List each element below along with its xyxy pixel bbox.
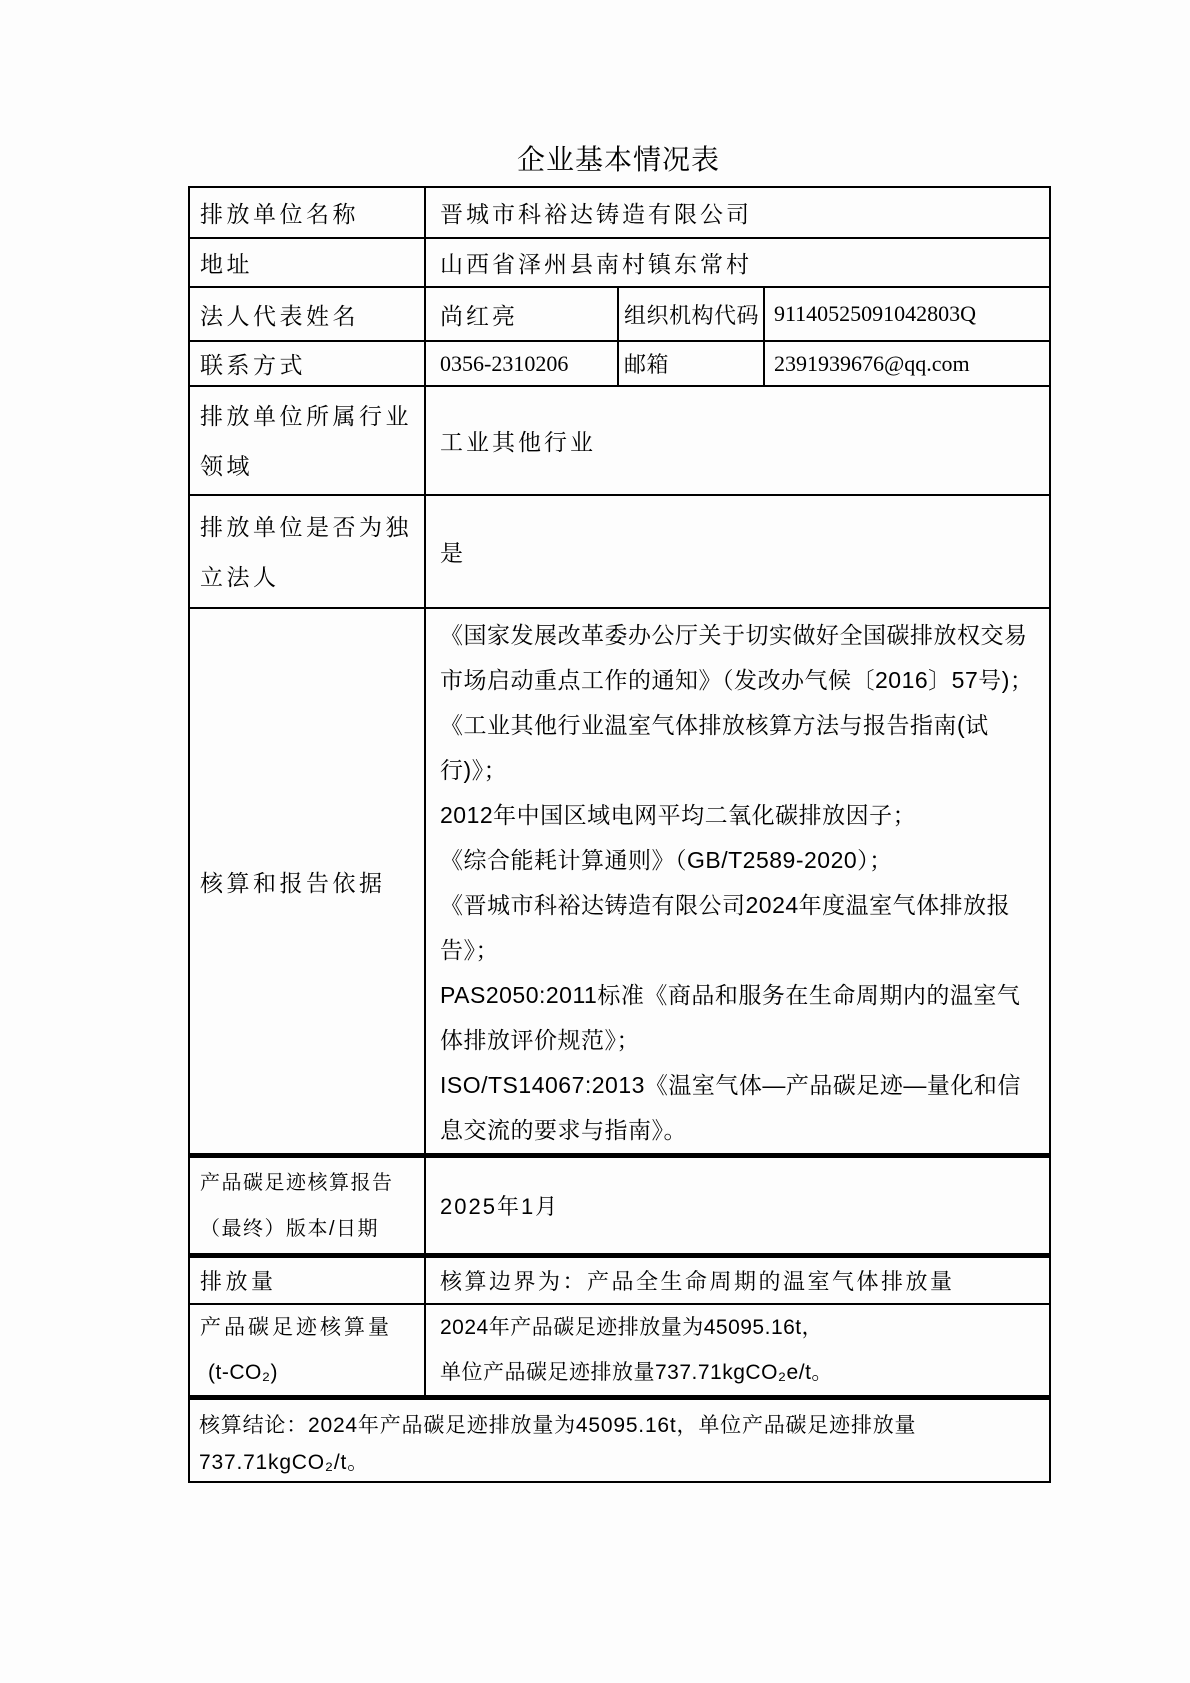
org-code-label: 组织机构代码 [618,287,764,341]
table-row [189,495,1050,608]
email-label: 邮箱 [618,341,764,386]
basis-line: 《晋城市科裕达铸造有限公司2024年度温室气体排放报 [440,892,1011,918]
basis-line: 告》； [440,937,499,963]
emissions-label: 排放量 [189,1256,425,1304]
legal-rep-value: 尚红亮 [425,287,618,341]
industry-label-line2: 领域 [200,452,253,479]
independent-entity-label-line1: 排放单位是否为独 [200,513,412,540]
table-row [189,1304,1050,1398]
unit-name-label: 排放单位名称 [189,187,425,238]
basis-line: 《国家发展改革委办公厅关于切实做好全国碳排放权交易 [440,622,1028,648]
independent-entity-label-line2: 立法人 [200,563,280,590]
email-value: 2391939676@qq.com [764,341,1050,386]
footprint-value-line2: 单位产品碳足迹排放量737.71kgCO₂e/t。 [440,1360,833,1384]
enterprise-info-table [188,186,1051,1483]
contact-phone-value: 0356-2310206 [425,341,618,386]
unit-name-value: 晋城市科裕达铸造有限公司 [425,187,1050,238]
basis-content [425,608,1050,1156]
basis-line: 市场启动重点工作的通知》（发改办气候〔2016〕57号)； [440,667,1034,693]
legal-rep-label: 法人代表姓名 [189,287,425,341]
independent-entity-label [189,495,425,608]
independent-entity-value: 是 [425,495,1050,608]
conclusion-line1: 核算结论：2024年产品碳足迹排放量为45095.16t，单位产品碳足迹排放量 [199,1413,917,1437]
report-version-label-line1: 产品碳足迹核算报告 [200,1171,394,1194]
report-version-value: 2025年1月 [425,1156,1050,1256]
table-row [189,187,1050,238]
basis-line: 2012年中国区域电网平均二氧化碳排放因子； [440,802,917,828]
address-value: 山西省泽州县南村镇东常村 [425,238,1050,287]
industry-label [189,386,425,495]
footprint-value-line1: 2024年产品碳足迹排放量为45095.16t， [440,1315,824,1339]
basis-line: 息交流的要求与指南》。 [440,1117,687,1143]
table-row [189,1256,1050,1304]
report-version-label-line2: （最终）版本/日期 [200,1217,380,1240]
page-title: 企业基本情况表 [516,144,720,175]
footprint-label-line1: 产品碳足迹核算量 [200,1315,392,1339]
footprint-label [189,1304,425,1398]
industry-label-line1: 排放单位所属行业 [200,402,412,429]
basis-line: 体排放评价规范》； [440,1027,640,1053]
basis-line: PAS2050:2011标准《商品和服务在生命周期内的温室气 [440,982,1021,1008]
contact-label: 联系方式 [189,341,425,386]
basis-line: 《综合能耗计算通则》（GB/T2589-2020）； [440,847,893,873]
table-row [189,1156,1050,1256]
table-row [189,238,1050,287]
report-version-label [189,1156,425,1256]
table-row [189,341,1050,386]
basis-line: 行)》； [440,757,508,783]
conclusion-cell [189,1397,1050,1482]
table-row [189,287,1050,341]
footprint-label-line2: (t-CO₂) [208,1360,278,1384]
org-code-value: 91140525091042803Q [764,287,1050,341]
basis-line: 《工业其他行业温室气体排放核算方法与报告指南(试 [440,712,989,738]
industry-value: 工业其他行业 [425,386,1050,495]
footprint-value [425,1304,1050,1398]
table-row [189,1397,1050,1482]
basis-label: 核算和报告依据 [189,608,425,1156]
address-label: 地址 [189,238,425,287]
basis-line: ISO/TS14067:2013《温室气体—产品碳足迹—量化和信 [440,1072,1021,1098]
emissions-value: 核算边界为：产品全生命周期的温室气体排放量 [425,1256,1050,1304]
table-row [189,386,1050,495]
table-row [189,608,1050,1156]
conclusion-line2: 737.71kgCO₂/t。 [199,1450,369,1474]
